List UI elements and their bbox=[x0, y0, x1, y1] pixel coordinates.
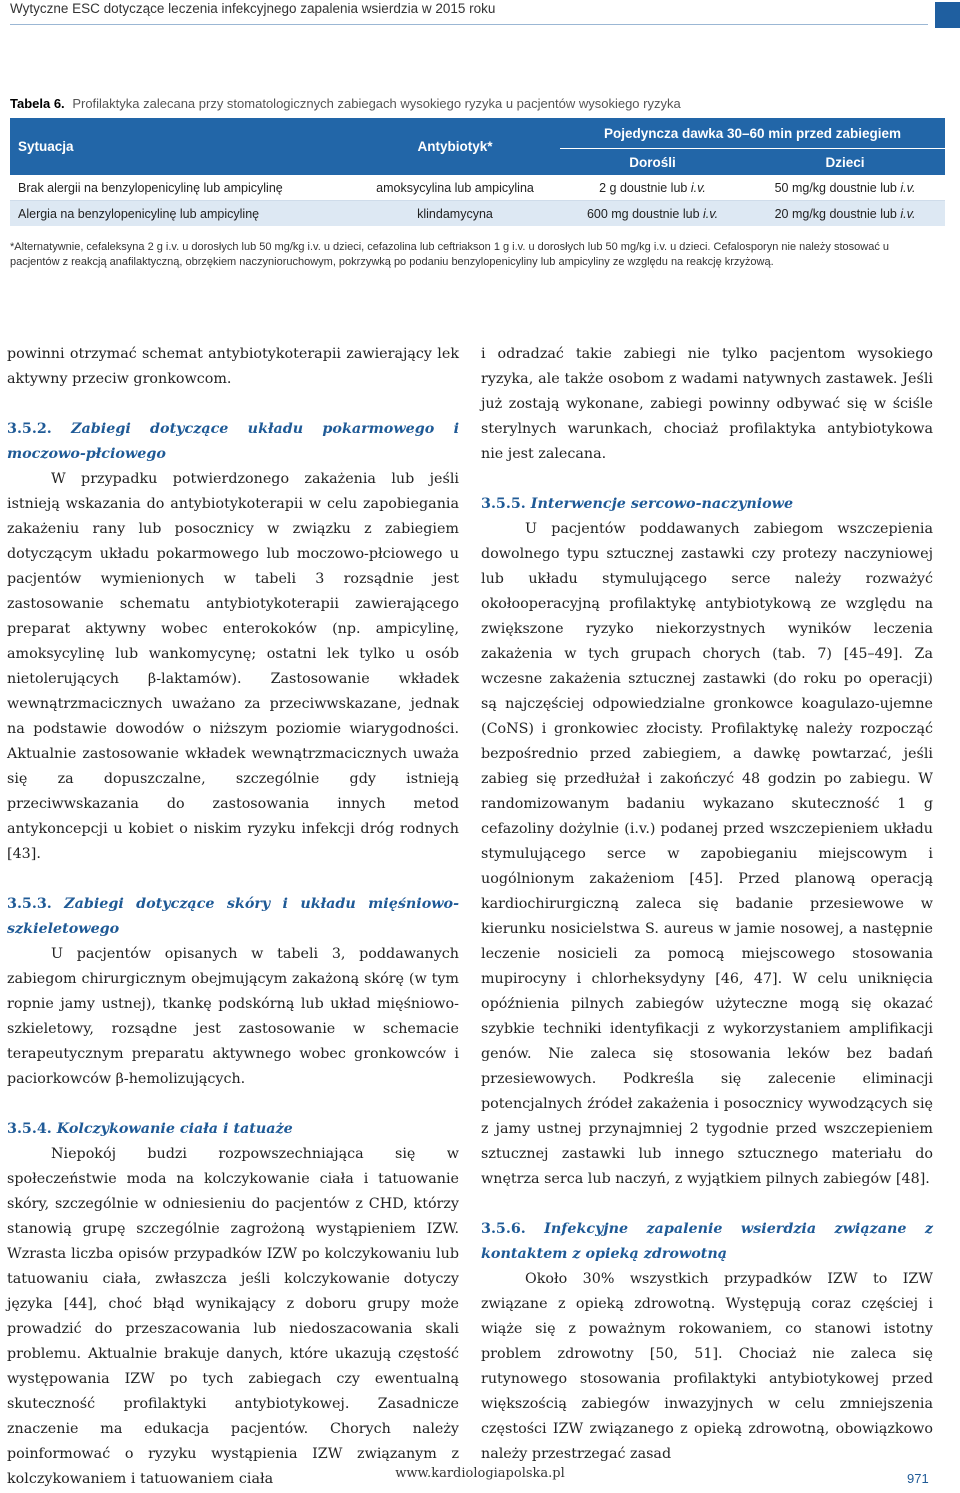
running-header-title: Wytyczne ESC dotyczące leczenia infekcyjnego zapalenia wsierdzia w 2015 roku bbox=[10, 1, 496, 16]
paragraph: Niepokój budzi rozpowszechniająca się w społeczeństwie moda na kolczykowanie ciała i tatuowanie skóry, szczególnie w odniesieniu do pacjentów z CHD, którzy stanowią grupę szczególnie zagrożoną wystąpieniem IZW. Wzrasta liczba opisów przypadków IZW po kolczykowaniu lub tatuowaniu ciała, zwłaszcza jeśli kolczykowanie dotyczy języka [44], choć błąd wynikający z doboru grupy może prowadzić do przeszacowania lub niedoszacowania skali problemu. Aktualnie brakuje danych, które ukazują częstość występowania IZW po tych zabiegach czy ewentualną skuteczność profilaktyki antybiotykowej. Zasadnicze znaczenie ma edukacja pacjentów. Chorych należy poinformować o ryzyku wystąpienia IZW związanym z kolczykowaniem i tatuowaniem ciała bbox=[7, 1146, 459, 1487]
header-children: Dzieci bbox=[745, 149, 945, 176]
page-number: 971 bbox=[907, 1471, 929, 1486]
table-row bbox=[10, 175, 945, 201]
header-dose: Pojedyncza dawka 30–60 min przed zabiegiem bbox=[560, 118, 945, 149]
cell-children: 50 mg/kg doustnie lub i.v. bbox=[745, 175, 945, 201]
paragraph: U pacjentów opisanych w tabeli 3, poddawanych zabiegom chirurgicznym obejmującym zakażoną skórę (w tym ropnie jamy ustnej), tkankę podskórną lub układ mięśniowo-szkieletowy, rozsądne jest zastosowanie w schemacie terapeutycznym preparatu aktywnego wobec gronkowców i paciorkowców β-hemolizujących. bbox=[7, 946, 459, 1087]
section-heading: 3.5.6. Infekcyjne zapalenie wsierdzia związane z kontaktem z opieką zdrowotną bbox=[481, 1221, 933, 1262]
cell-situation: Brak alergii na benzylopenicylinę lub ampicylinę bbox=[10, 175, 350, 201]
header-rule bbox=[10, 24, 928, 25]
section-heading: 3.5.5. Interwencje sercowo-naczyniowe bbox=[481, 496, 794, 512]
cell-antibiotic: klindamycyna bbox=[350, 201, 560, 227]
cell-situation: Alergia na benzylopenicylinę lub ampicylinę bbox=[10, 201, 350, 227]
paragraph: i odradzać takie zabiegi nie tylko pacjentom wysokiego ryzyka, ale także osobom z wadami natywnych zastawek. Jeśli już zostają wykonane, zabiegi powinny odbywać się w ściśle sterylnych warunkach, chociaż profilaktyka antybiotykowa nie jest zalecana. bbox=[481, 346, 933, 462]
header-decoration bbox=[935, 2, 960, 28]
header-antibiotic: Antybiotyk* bbox=[350, 118, 560, 175]
cell-adults: 2 g doustnie lub i.v. bbox=[560, 175, 745, 201]
running-header bbox=[10, 0, 950, 22]
header-adults: Dorośli bbox=[560, 149, 745, 176]
table-label: Tabela 6. bbox=[10, 96, 65, 111]
section-heading: 3.5.4. Kolczykowanie ciała i tatuaże bbox=[7, 1121, 293, 1137]
paragraph: W przypadku potwierdzonego zakażenia lub jeśli istnieją wskazania do antybiotykoterapii w celu zapobiegania zakażeniu rany lub posocznicy w związku z zabiegiem dotyczącym układu pokarmowego lub moczowo-płciowego u pacjentów wymienionych w tabeli 3 rozsądnie jest zastosowanie schematu antybiotykoterapii zawierającego preparat aktywny wobec enterokoków (np. ampicylinę, amoksycylinę lub wankomycynę; ostatni lek tylko u osób nietolerujących β-laktamów). Zastosowanie wkładek wewnątrzmacicznych uważano za przeciwwskazane, jednak na podstawie dowodów o niższym poziomie wiarygodności. Aktualnie zastosowanie wkładek wewnątrzmacicznych uważa się za dopuszczalne, szczególnie gdy istnieją przeciwwskazania do zastosowania innych metod antykoncepcji u kobiet o niskim ryzyku infekcji dróg rodnych [43]. bbox=[7, 471, 459, 862]
left-column bbox=[7, 342, 459, 1492]
header-situation: Sytuacja bbox=[10, 118, 350, 175]
table-caption-text: Profilaktyka zalecana przy stomatologicznych zabiegach wysokiego ryzyka u pacjentów wysokiego ryzyka bbox=[72, 96, 681, 111]
paragraph: powinni otrzymać schemat antybiotykoterapii zawierający lek aktywny przeciw gronkowcom. bbox=[7, 346, 459, 387]
cell-children: 20 mg/kg doustnie lub i.v. bbox=[745, 201, 945, 227]
cell-antibiotic: amoksycylina lub ampicylina bbox=[350, 175, 560, 201]
cell-adults: 600 mg doustnie lub i.v. bbox=[560, 201, 745, 227]
footer-url: www.kardiologiapolska.pl bbox=[395, 1466, 565, 1481]
prophylaxis-table bbox=[10, 118, 945, 226]
paragraph: Około 30% wszystkich przypadków IZW to IZW związane z opieką zdrowotną. Występują coraz częściej i wiąże się z poważnym rokowaniem, co stanowi istotny problem zdrowotny [50, 51]. Chociaż nie zaleca się rutynowego stosowania profilaktyki antybiotykowej przed większością zabiegów inwazyjnych w celu zmniejszenia częstości IZW związanego z opieką zdrowotną, obowiązkowo należy przestrzegać zasad bbox=[481, 1271, 933, 1462]
table-caption bbox=[10, 96, 681, 111]
section-heading: 3.5.2. Zabiegi dotyczące układu pokarmowego i moczowo-płciowego bbox=[7, 421, 459, 462]
table-footnote: *Alternatywnie, cefaleksyna 2 g i.v. u dorosłych lub 50 mg/kg i.v. u dzieci, cefazolina lub ceftriakson 1 g i.v. u dorosłych lub 50 mg/kg i.v. u dzieci. Cefalosporyn nie należy stosować u pacjentów z reakcją anafilaktyczną, obrzękiem naczynioruchowym, pokrzywką po podaniu benzylopenicyliny lub ampicyliny ze względu na reakcję krzyżową. bbox=[10, 241, 890, 268]
paragraph: U pacjentów poddawanych zabiegom wszczepienia dowolnego typu sztucznej zastawki czy protezy naczyniowej lub układu stymulującego serce należy rozważyć okołooperacyjną profilaktykę antybiotykową ze względu na zwiększone ryzyko niekorzystnych wyników leczenia zakażenia w tych grupach chorych (tab. 7) [45–49]. Za wczesne zakażenia sztucznej zastawki (do roku po operacji) są najczęściej odpowiedzialne gronkowce koagulazo-ujemne (CoNS) i gronkowiec złocisty. Profilaktykę należy rozpocząć bezpośrednio przed zabiegiem, a dawkę powtarzać, jeśli zabieg się przedłużał i zakończyć 48 godzin po zabiegu. W randomizowanym badaniu wykazano skuteczność 1 g cefazoliny dożylnie (i.v.) podanej przed wszczepieniem układu stymulującego serce w zapobieganiu miejscowym i uogólnionym zakażeniom [45]. Przed planową operacją kardiochirurgiczną zaleca się badanie przesiewowe w kierunku nosicielstwa S. aureus w jamie nosowej, a następnie leczenie nosicieli za pomocą miejscowego stosowania mupirocyny i chlorheksydyny [46, 47]. W celu uniknięcia opóźnienia pilnych zabiegów użyteczne mogą się okazać szybkie techniki identyfikacji z wykorzystaniem amplifikacji genów. Nie zaleca się stosowania leków bez badań przesiewowych. Podkreśla się zalecenie eliminacji potencjalnych źródeł zakażenia i posocznicy wywodzących się z jamy ustnej przynajmniej 2 tygodnie przed wszczepieniem sztucznej zastawki lub innego sztucznego materiału do wnętrza serca lub naczyń, z wyjątkiem pilnych zabiegów [48]. bbox=[481, 521, 933, 1187]
right-column bbox=[481, 342, 933, 1467]
section-heading: 3.5.3. Zabiegi dotyczące skóry i układu mięśniowo-szkieletowego bbox=[7, 896, 460, 937]
table-row bbox=[10, 201, 945, 227]
